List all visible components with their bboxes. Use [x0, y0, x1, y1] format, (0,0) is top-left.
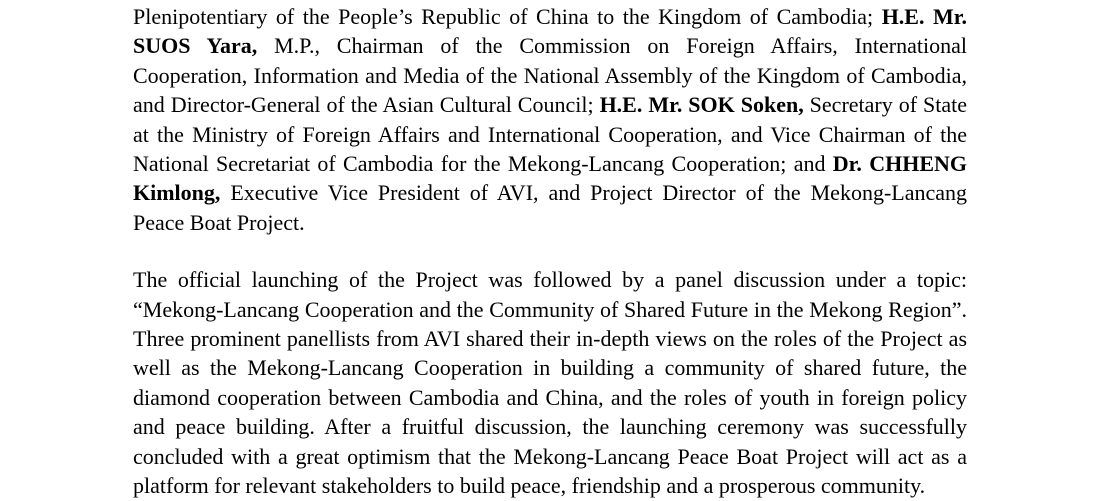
text-line: [133, 442, 967, 471]
text-line: [133, 471, 967, 500]
text-segment: Secretary of State: [803, 92, 967, 118]
text-line: [133, 149, 967, 178]
text-line: [133, 178, 967, 207]
text-line: [133, 2, 967, 31]
bold-text-segment: SUOS Yara,: [133, 33, 258, 59]
text-line: [133, 61, 967, 90]
text-segment: Cooperation, Information and Media of the National Assembly of the Kingdom of Cambodia,: [133, 62, 967, 88]
text-line: [133, 383, 967, 412]
text-line: [133, 324, 967, 353]
bold-text-segment: Dr. CHHENG: [832, 151, 967, 177]
document-body: [133, 0, 967, 501]
bold-text-segment: H.E. Mr.: [881, 4, 968, 29]
text-segment: concluded with a great optimism that the Mekong-Lancang Peace Boat Project will act as a: [133, 443, 967, 469]
text-line: [133, 208, 967, 237]
paragraph-panel-discussion: [133, 265, 967, 500]
paragraph-dignitaries: [133, 2, 967, 237]
text-segment: Executive Vice President of AVI, and Project Director of the Mekong-Lancang: [220, 180, 967, 206]
text-segment: diamond cooperation between Cambodia and China, and the roles of youth in foreign policy: [133, 384, 967, 410]
text-segment: M.P., Chairman of the Commission on Foreign Affairs, International: [257, 33, 968, 59]
text-line: [133, 90, 967, 119]
text-segment: Three prominent panellists from AVI shared their in-depth views on the roles of the Project as: [133, 326, 967, 352]
text-line: [133, 295, 967, 324]
text-segment: well as the Mekong-Lancang Cooperation in building a community of shared future, the: [133, 355, 967, 381]
text-segment: at the Ministry of Foreign Affairs and International Cooperation, and Vice Chairman of the: [133, 121, 967, 147]
bold-text-segment: H.E. Mr. SOK Soken,: [599, 92, 804, 118]
text-line: [133, 31, 967, 60]
text-segment: “Mekong-Lancang Cooperation and the Community of Shared Future in the Mekong Region”.: [133, 296, 967, 322]
bold-text-segment: Kimlong,: [133, 180, 221, 206]
text-line: [133, 412, 967, 441]
text-segment: The official launching of the Project was followed by a panel discussion under a topic:: [133, 267, 967, 293]
text-segment: and Director-General of the Asian Cultural Council;: [133, 92, 600, 118]
text-segment: Peace Boat Project.: [133, 209, 305, 235]
text-segment: platform for relevant stakeholders to build peace, friendship and a prosperous community.: [133, 473, 926, 499]
text-segment: and peace building. After a fruitful discussion, the launching ceremony was successfully: [133, 414, 967, 440]
text-segment: National Secretariat of Cambodia for the Mekong-Lancang Cooperation; and: [133, 151, 833, 177]
text-line: [133, 265, 967, 294]
text-segment: Plenipotentiary of the People’s Republic of China to the Kingdom of Cambodia;: [133, 4, 882, 29]
text-line: [133, 353, 967, 382]
text-line: [133, 120, 967, 149]
